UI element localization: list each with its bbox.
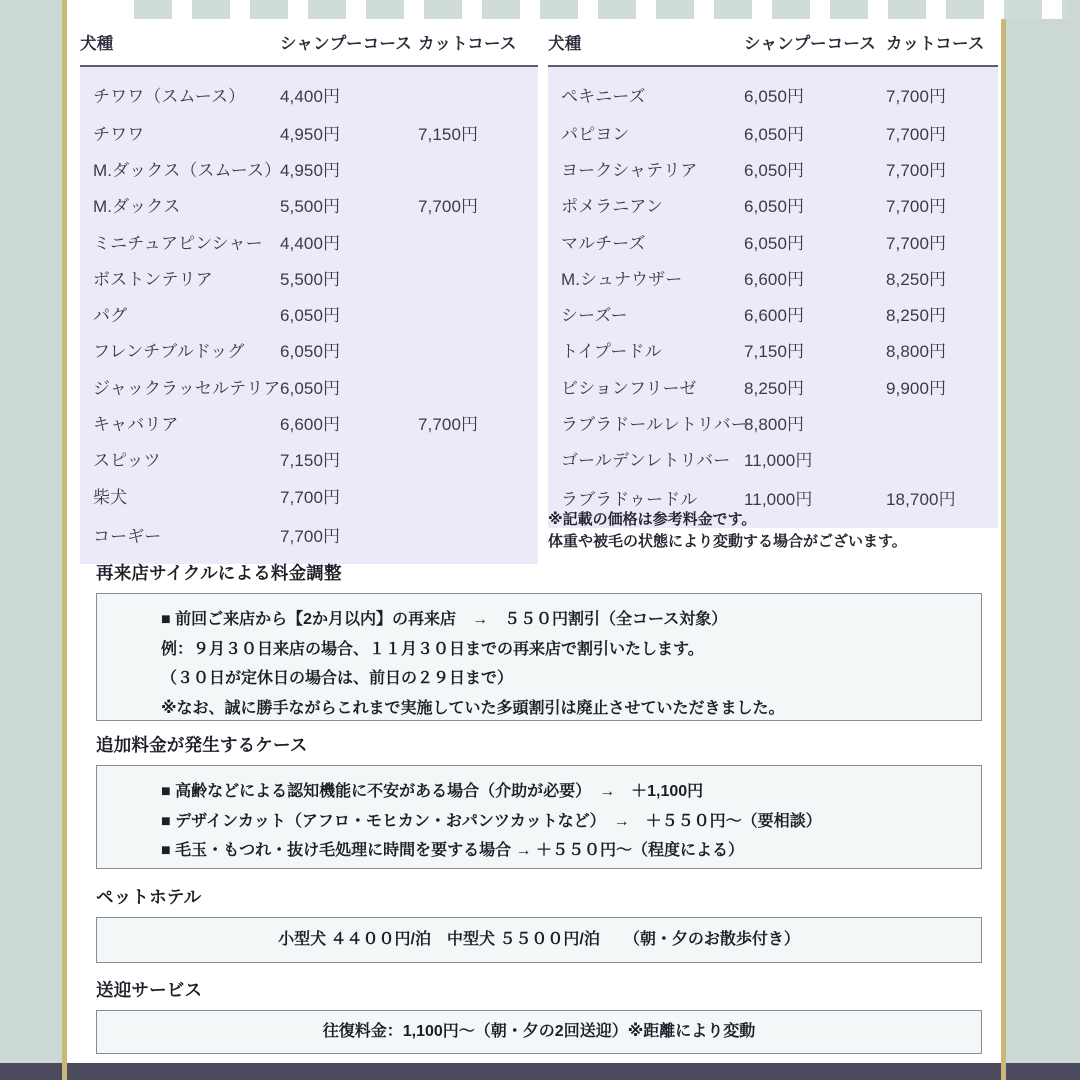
cell-shampoo-price: 4,400円 [280, 233, 341, 253]
cell-breed: ゴールデンレトリバー [561, 451, 731, 471]
section-pet-hotel [96, 884, 982, 963]
table-row [80, 513, 538, 564]
cell-shampoo-price: 5,500円 [280, 197, 341, 217]
table-row [548, 187, 998, 223]
cell-cut-price: 18,700円 [886, 490, 956, 510]
cell-cut-price [418, 441, 538, 477]
column-header-cut: カットコース [418, 30, 538, 66]
cell-breed: ポメラニアン [561, 197, 663, 217]
column-header-shampoo: シャンプーコース [280, 30, 418, 66]
cell-shampoo-price: 6,050円 [744, 86, 805, 106]
table-row [80, 114, 538, 150]
table-row [548, 332, 998, 368]
table-row [80, 441, 538, 477]
note-line-2: 体重や被毛の状態により変動する場合がございます。 [548, 532, 907, 550]
bottom-bar-left-accent [62, 1063, 67, 1080]
price-table [548, 30, 998, 528]
cell-cut-price [418, 150, 538, 186]
cell-breed: M.ダックス [93, 197, 181, 217]
section-shuttle-service [96, 977, 982, 1054]
price-table-right [548, 30, 998, 528]
cell-shampoo-price: 4,400円 [280, 86, 341, 106]
note-line-1: ※記載の価格は参考料金です。 [548, 511, 757, 528]
top-stripe-decoration [134, 0, 1068, 19]
cell-breed: ヨークシャテリア [561, 160, 698, 180]
bottom-bar [0, 1063, 1080, 1080]
cell-shampoo-price: 6,050円 [280, 378, 341, 398]
cell-shampoo-price: 7,700円 [280, 487, 341, 507]
cell-cut-price [886, 441, 998, 477]
shuttle-price-line: 往復料金：1,100円〜（朝・夕の2回送迎）※距離により変動 [322, 1023, 756, 1040]
cell-cut-price [418, 66, 538, 114]
cell-cut-price [418, 513, 538, 564]
cell-breed: M.ダックス（スムース） [93, 160, 282, 180]
column-header-breed: 犬種 [548, 30, 744, 66]
cell-breed: コーギー [93, 526, 162, 546]
cell-cut-price: 7,700円 [886, 197, 947, 217]
cell-cut-price [418, 477, 538, 513]
section-heading-extra-charges: 追加料金が発生するケース [96, 735, 308, 755]
cell-breed: ミニチュアピンシャー [93, 233, 263, 253]
cell-breed: 柴犬 [93, 487, 128, 507]
table-head [548, 30, 998, 66]
table-row [80, 150, 538, 186]
bottom-bar-right-accent [1001, 1063, 1006, 1080]
revisit-line: ■ 前回ご来店から【2か月以内】の再来店 → ５５０円割引（全コース対象） [161, 611, 728, 628]
cell-cut-price: 7,150円 [418, 124, 479, 144]
table-row [548, 295, 998, 331]
cell-breed: パピヨン [561, 124, 630, 144]
table-row [548, 368, 998, 404]
table-body-left [80, 66, 538, 564]
cell-cut-price [418, 368, 538, 404]
cell-cut-price: 7,700円 [886, 124, 947, 144]
cell-shampoo-price: 7,150円 [744, 342, 805, 362]
cell-breed: パグ [93, 306, 128, 326]
table-row [80, 259, 538, 295]
cell-shampoo-price: 4,950円 [280, 124, 341, 144]
column-header-shampoo: シャンプーコース [744, 30, 886, 66]
section-box-revisit-cycle [96, 593, 982, 721]
revisit-line: 例：９月３０日来店の場合、１１月３０日までの再来店で割引いたします。 [161, 640, 704, 658]
cell-shampoo-price: 8,250円 [744, 378, 805, 398]
section-heading-shuttle-service: 送迎サービス [96, 980, 203, 1000]
cell-breed: チワワ（スムース） [93, 86, 246, 106]
cell-shampoo-price: 7,700円 [280, 526, 341, 546]
extra-charge-line: ■ 毛玉・もつれ・抜け毛処理に時間を要する場合 → ＋５５０円〜（程度による） [161, 842, 745, 860]
table-body-right [548, 66, 998, 528]
section-revisit-cycle [96, 560, 982, 721]
cell-breed: チワワ [93, 124, 145, 144]
cell-shampoo-price: 6,050円 [280, 342, 341, 362]
cell-shampoo-price: 6,600円 [744, 306, 805, 326]
pet-hotel-price-line: 小型犬 ４４００円/泊 中型犬 ５５００円/泊 （朝・夕のお散歩付き） [278, 931, 800, 948]
cell-shampoo-price: 11,000円 [744, 451, 813, 471]
cell-breed: トイプードル [561, 342, 662, 362]
cell-cut-price [418, 295, 538, 331]
cell-breed: ビションフリーゼ [561, 378, 697, 398]
table-header-row [80, 30, 538, 66]
table-row [80, 66, 538, 114]
cell-cut-price: 8,250円 [886, 269, 947, 289]
extra-charge-line: ■ デザインカット（アフロ・モヒカン・おパンツカットなど） → ＋５５０円〜（要相談） [161, 812, 822, 830]
table-row [80, 477, 538, 513]
table-row [80, 295, 538, 331]
cell-shampoo-price: 7,150円 [280, 451, 341, 471]
cell-shampoo-price: 11,000円 [744, 490, 813, 510]
cell-shampoo-price: 6,600円 [280, 415, 341, 435]
cell-breed: ラブラドゥードル [561, 490, 698, 510]
cell-cut-price [418, 223, 538, 259]
table-row [80, 404, 538, 440]
cell-breed: スピッツ [93, 451, 161, 471]
cell-shampoo-price: 8,800円 [744, 415, 805, 435]
cell-shampoo-price: 4,950円 [280, 160, 341, 180]
cell-cut-price: 7,700円 [886, 86, 947, 106]
cell-shampoo-price: 6,050円 [280, 306, 341, 326]
price-disclaimer-note [548, 509, 998, 553]
section-extra-charges [96, 732, 982, 869]
table-row [80, 332, 538, 368]
section-heading-pet-hotel: ペットホテル [96, 887, 202, 907]
cell-cut-price: 8,250円 [886, 306, 947, 326]
table-row [548, 223, 998, 259]
table-row [548, 66, 998, 114]
table-row [548, 441, 998, 477]
table-row [548, 150, 998, 186]
table-row [80, 223, 538, 259]
table-header-row [548, 30, 998, 66]
section-heading-revisit-cycle: 再来店サイクルによる料金調整 [96, 563, 342, 583]
table-row [548, 114, 998, 150]
price-table [80, 30, 538, 564]
price-table-left [80, 30, 538, 564]
cell-shampoo-price: 6,050円 [744, 197, 805, 217]
cell-cut-price: 7,700円 [886, 160, 947, 180]
revisit-line: ※なお、誠に勝手ながらこれまで実施していた多頭割引は廃止させていただきました。 [161, 699, 785, 717]
cell-breed: ジャックラッセルテリア [93, 378, 281, 398]
cell-shampoo-price: 6,600円 [744, 269, 805, 289]
cell-shampoo-price: 6,050円 [744, 233, 805, 253]
revisit-line: （３０日が定休日の場合は、前日の２９日まで） [161, 670, 514, 688]
table-row [548, 404, 998, 440]
cell-breed: ラブラドールレトリバー [561, 415, 748, 435]
cell-breed: ボストンテリア [93, 269, 213, 289]
cell-shampoo-price: 6,050円 [744, 124, 805, 144]
table-row [548, 259, 998, 295]
cell-cut-price [418, 332, 538, 368]
cell-breed: キャバリア [93, 415, 179, 435]
cell-breed: シーズー [561, 306, 628, 326]
cell-cut-price: 7,700円 [418, 415, 479, 435]
column-header-breed: 犬種 [80, 30, 280, 66]
cell-cut-price [418, 259, 538, 295]
cell-cut-price: 7,700円 [886, 233, 947, 253]
cell-cut-price [886, 404, 998, 440]
table-head [80, 30, 538, 66]
cell-breed: ペキニーズ [561, 86, 646, 106]
section-box-shuttle-service [96, 1010, 982, 1054]
cell-breed: フレンチブルドッグ [93, 342, 245, 362]
section-box-extra-charges [96, 765, 982, 869]
cell-shampoo-price: 6,050円 [744, 160, 805, 180]
table-row [80, 187, 538, 223]
cell-cut-price: 7,700円 [418, 197, 479, 217]
cell-breed: M.シュナウザー [561, 269, 683, 289]
cell-shampoo-price: 5,500円 [280, 269, 341, 289]
cell-breed: マルチーズ [561, 233, 646, 253]
cell-cut-price: 8,800円 [886, 342, 947, 362]
section-box-pet-hotel [96, 917, 982, 963]
table-row [80, 368, 538, 404]
extra-charge-line: ■ 高齢などによる認知機能に不安がある場合（介助が必要） → ＋1,100円 [161, 783, 704, 800]
cell-cut-price: 9,900円 [886, 378, 947, 398]
column-header-cut: カットコース [886, 30, 998, 66]
